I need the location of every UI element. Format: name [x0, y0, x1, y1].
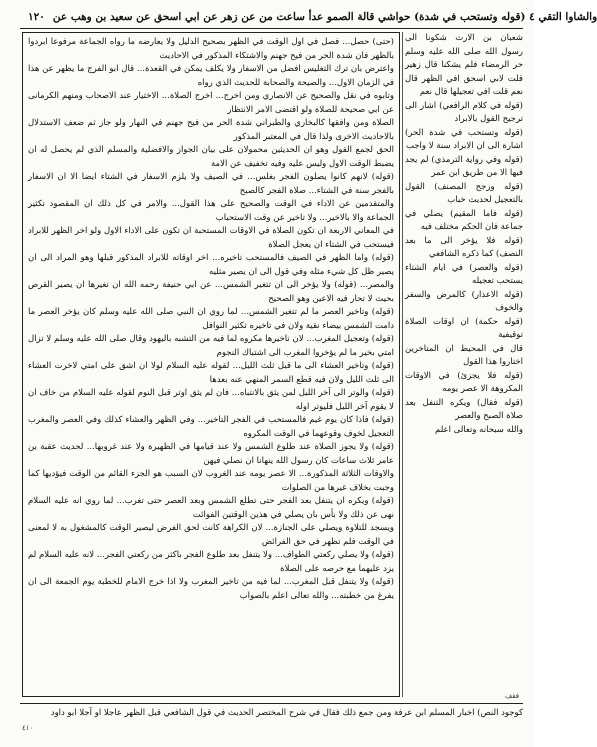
side-line: (قوله وفي رواية الترمذي) لم يجد فيها الا من طريق ابن عمر — [405, 154, 523, 178]
main-line: ويسجد للتلاوة ويصلي على الجنازة... لان الكراهة كانت لحق الفرض ليصير الوقت كالمشغول به لا لمعنى في الوقت فلم تظهر في حق الفرائض — [28, 523, 394, 547]
main-line: (قوله) فاذا كان يوم غيم فالمستحب في الفجر التاخير... وفي الظهر والعشاء كذلك وفي العصر والمغرب التعجيل لخوف وقوعهما في الوقت المكروه — [28, 415, 394, 439]
signature-mark: ٤١٠ — [22, 724, 34, 732]
main-line: (قوله) والوتر الى آخر الليل لمن يثق بالانتباه... فان لم يثق اوتر قبل النوم لقوله عليه السلام من خاف ان لا يقوم آخر الليل فليوتر اوله — [28, 388, 394, 412]
side-line: (قوله حكمة) ان اوقات الصلاة توقيفية — [405, 316, 523, 340]
side-line: (قوله فلا يجزئ) في الاوقات المكروهة الا عصر يومه — [405, 370, 523, 394]
page-number: ١٢٠ — [28, 11, 45, 23]
main-line: (قوله) وتاخير العشاء الى ما قبل ثلث الليل... لقوله عليه السلام لولا ان اشق على امتي لاخرت العشاء الى ثلث الليل ولان فيه قطع السمر المنهي عنه بعدها — [28, 361, 394, 385]
side-line: (قوله في كلام الرافعي) اشار الى ترجيح القول بالابراد — [405, 100, 523, 124]
main-line: (قوله) وتعجيل المغرب... لان تاخيرها مكروه لما فيه من التشبه باليهود وقال صلى الله عليه وسلم لا تزال امتي بخير ما لم يؤخروا المغرب الى اشتباك النجوم — [28, 334, 394, 358]
side-line: (قوله الاعذار) كالمرض والسفر والخوف — [405, 289, 523, 313]
side-line: (قوله وتستحب في شدة الحر) اشارة الى ان الابراد سنة لا واجب — [405, 127, 523, 151]
main-line: الحق لجمع القول وهو ان الحديثين محمولان على بيان الجواز والافضلية والمسلم الذي لم يحصل له ان يضبط الوقت الاول وليس عليه وفيه تخفيف عن الامة — [28, 145, 394, 169]
side-line: شعبان بن الارث شكونا الى رسول الله صلى الله عليه وسلم حر الرمضاء فلم يشكنا قال زهير قلت لابي اسحق افي الظهر قال نعم قلت افي تعجيلها قال نعم — [405, 33, 523, 97]
running-title: والشاوا التقي ٤ (قوله وتستحب في شدة) حواشي قالة الصمو عدأ ساعت من عن زهر عن ابي اسحق عن سعيد بن وهب عن — [52, 11, 597, 23]
side-line: (قوله فلا يؤخر الى ما بعد النصف) كما ذكره الشافعي — [405, 235, 523, 259]
main-line: والاوقات الثلاثة المذكورة... الا عصر يومه عند الغروب لان السبب هو الجزء القائم من الوقت فيؤديها كما وجبت بخلاف غيرها من الصلوات — [28, 469, 394, 493]
catchword: فقف — [505, 692, 520, 700]
side-line: (قوله فاما المقيم) يصلي في جماعة فان الحكم مختلف فيه — [405, 208, 523, 232]
main-line: في المعاني الاربعة ان تكون الصلاة في الاوقات المستحبة ان تكون على الاداء الاول ولو اخر الظهر للابراد فيستحب في الشتاء ان يعجل الصلاة — [28, 226, 394, 250]
main-line: واعترض بان ترك التغليس افضل من الاسفار ولا يكلف يمكن في القعدة... قال ابو الفرج ما يظهر عن هذا في الزمان الاول... والصيحة والصحابة للحديث الذي رواه — [28, 64, 394, 88]
side-line: (قوله ورجح المصنف) القول بالتعجيل لحديث خباب — [405, 181, 523, 205]
column-divider — [402, 32, 403, 697]
side-line: (قوله والعصر) في ايام الشتاء يستحب تعجيله — [405, 262, 523, 286]
main-line: وتابوه في نقل والصحيح عن الانصاري ومن اخرج... اخرج الصلاة... الاختيار عند الاصحاب ومنهم الكرمانى عن ابي صحيحة للصلاة ولو اقتضى الامر الانتظار — [28, 91, 394, 115]
main-line: (قوله) لانهم كانوا يصلون الفجر بغلس... في الصيف ولا يلزم الاسفار في الشتاء ايضا الا ان الاسفار بالفجر سنة في الشتاء... صلاة الفجر كالصبح — [28, 172, 394, 196]
main-line: (قوله) ولا يجوز الصلاة عند طلوع الشمس ولا عند قيامها في الظهيرة ولا عند غروبها... لحديث عقبة بن عامر ثلاث ساعات كان رسول الله ينهانا ان نصلي فيهن — [28, 442, 394, 466]
side-line: قال في المحيط ان المتاخرين اختاروا هذا القول — [405, 343, 523, 367]
running-header — [20, 6, 597, 29]
main-line: والمصر... (قوله) ولا يؤخر الى ان تتغير الشمس... عن ابي حنيفة رحمه الله ان تغيرها ان يصير القرص بحيث لا تحار فيه الاعين وهو الصحيح — [28, 280, 394, 304]
main-line: (قوله) وتاخير العصر ما لم تتغير الشمس... لما روي ان النبي صلى الله عليه وسلم كان يؤخر العصر ما دامت الشمس بيضاء نقية ولان في تاخيره تكثير النوافل — [28, 307, 394, 331]
main-line: (قوله) ولا يصلي ركعتي الطواف... ولا يتنفل بعد طلوع الفجر باكثر من ركعتي الفجر... لانه عليه السلام لم يزد عليهما مع حرصه على الصلاة — [28, 550, 394, 574]
main-line: (قوله) ولا يتنفل قبل المغرب... لما فيه من تاخير المغرب ولا اذا خرج الامام للخطبة يوم الجمعة الى ان يفرغ من خطبته... والله تعالى اعلم بالصواب — [28, 577, 394, 601]
footer-line: كوجود النص) اخبار المسلم ابن عرفة ومن جمع ذلك فقال في شرح المختصر الحديث في قول الشافعي قبل الظهر عاجلا او آجلا ابو داود — [20, 703, 523, 724]
main-line: (حتى) حصل... فصل في اول الوقت في الظهر بصحيح الدليل ولا يعارضه ما رواه الجماعة مرفوعا ابردوا بالظهر فان شدة الحر من فيح جهنم والاشتكاء المذكور في الاحاديث — [28, 37, 394, 61]
side-line: والله سبحانه وتعالى اعلم — [435, 424, 523, 435]
margin-commentary-column — [405, 32, 523, 697]
main-text-column — [22, 32, 400, 697]
main-line: الصلاة ومن وافقها كالبخاري والطبراني شدة الحر من فيح جهنم في النهار ولو جاز ثم ضعف الاستدلال بالاحاديث الاخرى ولذا قال في المعتبر المذكور — [28, 118, 394, 142]
main-line: والمتقدمين عن الاداء في الوقت والصحيح على هذا القول... والامر في كل ذلك ان المقصود تكثير الجماعة والا بالاخير... ولا تاخير عن وقت الاستحباب — [28, 199, 394, 223]
main-line: (قوله) واما الظهر في الصيف فالمستحب تاخيره... اخر اوقاته للابراد المذكور قبلها وهو المراد الى ان يصير ظل كل شيء مثله وفي قول الى ان يصير مثليه — [28, 253, 394, 277]
side-line: (قوله فقال) ويكره التنفل بعد صلاة الصبح والعصر — [405, 397, 523, 421]
main-line: (قوله) ويكره ان يتنفل بعد الفجر حتى تطلع الشمس وبعد العصر حتى تغرب... لما روي انه عليه السلام نهى عن ذلك ولا بأس بان يصلي في هذين الوقتين الفوائت — [28, 496, 394, 520]
